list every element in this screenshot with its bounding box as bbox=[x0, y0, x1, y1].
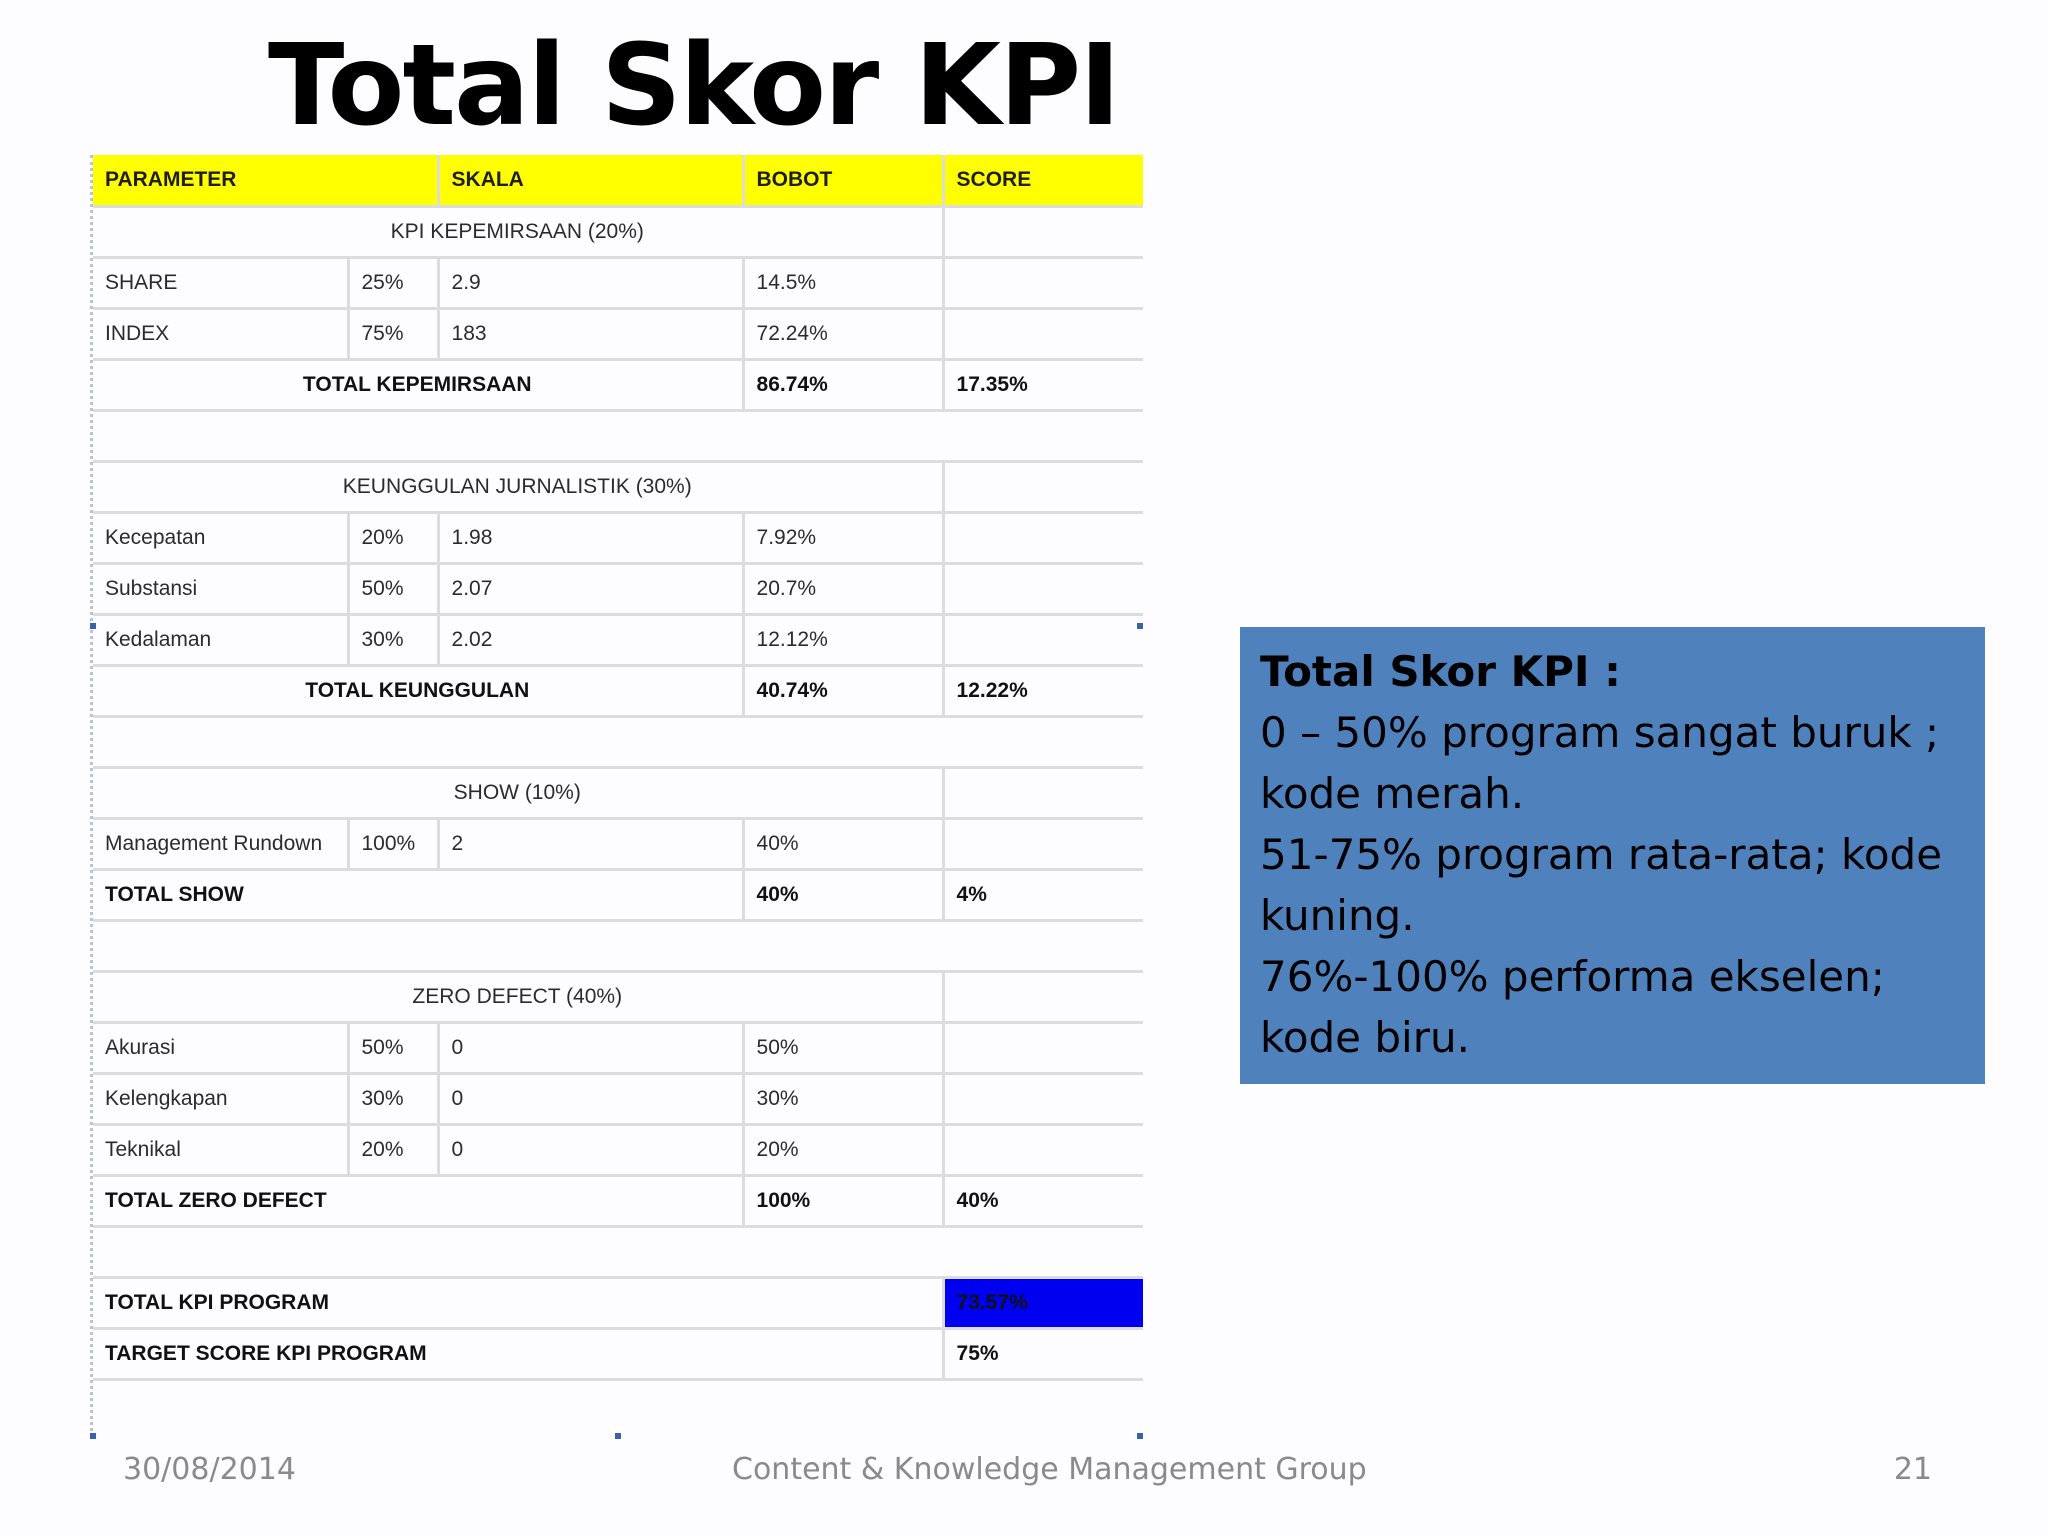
parameter-cell: Kedalaman bbox=[93, 614, 348, 665]
total-bobot: 100% bbox=[743, 1175, 943, 1226]
header-parameter: PARAMETER bbox=[93, 155, 438, 206]
table-row bbox=[93, 1124, 1143, 1175]
section-total-row bbox=[93, 869, 1143, 920]
selection-handle[interactable] bbox=[615, 1433, 621, 1439]
table-row bbox=[93, 512, 1143, 563]
weight-cell: 30% bbox=[348, 1073, 438, 1124]
score-cell bbox=[943, 512, 1143, 563]
parameter-cell: Akurasi bbox=[93, 1022, 348, 1073]
score-cell bbox=[943, 461, 1143, 512]
weight-cell: 50% bbox=[348, 1022, 438, 1073]
total-score: 17.35% bbox=[943, 359, 1143, 410]
section-total-row bbox=[93, 665, 1143, 716]
parameter-cell: Substansi bbox=[93, 563, 348, 614]
total-score: 40% bbox=[943, 1175, 1143, 1226]
selection-handle[interactable] bbox=[1137, 1433, 1143, 1439]
scale-cell: 2.02 bbox=[438, 614, 743, 665]
weight-cell: 25% bbox=[348, 257, 438, 308]
total-label: TOTAL SHOW bbox=[93, 869, 743, 920]
target-score: 75% bbox=[943, 1328, 1143, 1379]
section-header-row bbox=[93, 767, 1143, 818]
score-cell bbox=[943, 1022, 1143, 1073]
total-score: 12.22% bbox=[943, 665, 1143, 716]
slide-title: Total Skor KPI bbox=[268, 21, 1119, 151]
section-header-row bbox=[93, 461, 1143, 512]
total-kpi-row bbox=[93, 1277, 1143, 1328]
scale-cell: 0 bbox=[438, 1022, 743, 1073]
weight-cell: 20% bbox=[348, 512, 438, 563]
section-title: ZERO DEFECT (40%) bbox=[93, 971, 943, 1022]
score-cell bbox=[943, 257, 1143, 308]
bobot-cell: 12.12% bbox=[743, 614, 943, 665]
kpi-table bbox=[93, 155, 1143, 1381]
score-cell bbox=[943, 614, 1143, 665]
section-total-row bbox=[93, 1175, 1143, 1226]
scale-cell: 2.9 bbox=[438, 257, 743, 308]
weight-cell: 50% bbox=[348, 563, 438, 614]
spacer-cell bbox=[93, 410, 1143, 461]
weight-cell: 30% bbox=[348, 614, 438, 665]
spacer-cell bbox=[93, 716, 1143, 767]
total-bobot: 40.74% bbox=[743, 665, 943, 716]
total-kpi-score: 73.57% bbox=[943, 1277, 1143, 1328]
total-label: TOTAL KEPEMIRSAAN bbox=[93, 359, 743, 410]
legend-line: kode merah. bbox=[1260, 769, 1525, 818]
footer-org: Content & Knowledge Management Group bbox=[732, 1452, 1367, 1487]
scale-cell: 2.07 bbox=[438, 563, 743, 614]
legend-line: kuning. bbox=[1260, 891, 1415, 940]
score-cell bbox=[943, 818, 1143, 869]
scale-cell: 183 bbox=[438, 308, 743, 359]
kpi-table-container bbox=[90, 155, 1143, 1437]
section-header-row bbox=[93, 206, 1143, 257]
total-label: TOTAL KEUNGGULAN bbox=[93, 665, 743, 716]
parameter-cell: Kelengkapan bbox=[93, 1073, 348, 1124]
section-title: KPI KEPEMIRSAAN (20%) bbox=[93, 206, 943, 257]
header-score: SCORE bbox=[943, 155, 1143, 206]
bobot-cell: 30% bbox=[743, 1073, 943, 1124]
spacer-cell bbox=[93, 1226, 1143, 1277]
target-label: TARGET SCORE KPI PROGRAM bbox=[93, 1328, 943, 1379]
parameter-cell: Management Rundown bbox=[93, 818, 348, 869]
table-row bbox=[93, 1073, 1143, 1124]
selection-handle[interactable] bbox=[90, 1433, 96, 1439]
target-row bbox=[93, 1328, 1143, 1379]
legend-line: 0 – 50% program sangat buruk ; bbox=[1260, 708, 1940, 757]
score-cell bbox=[943, 1073, 1143, 1124]
legend-title: Total Skor KPI : bbox=[1260, 647, 1621, 696]
bobot-cell: 7.92% bbox=[743, 512, 943, 563]
score-cell bbox=[943, 206, 1143, 257]
table-row bbox=[93, 308, 1143, 359]
score-cell bbox=[943, 308, 1143, 359]
selection-handle[interactable] bbox=[90, 623, 96, 629]
spacer-row bbox=[93, 716, 1143, 767]
scale-cell: 2 bbox=[438, 818, 743, 869]
table-row bbox=[93, 257, 1143, 308]
kpi-legend-box bbox=[1240, 627, 1985, 1084]
score-cell bbox=[943, 971, 1143, 1022]
section-header-row bbox=[93, 971, 1143, 1022]
parameter-cell: SHARE bbox=[93, 257, 348, 308]
table-row bbox=[93, 563, 1143, 614]
score-cell bbox=[943, 767, 1143, 818]
bobot-cell: 20% bbox=[743, 1124, 943, 1175]
header-bobot: BOBOT bbox=[743, 155, 943, 206]
spacer-row bbox=[93, 920, 1143, 971]
section-title: KEUNGGULAN JURNALISTIK (30%) bbox=[93, 461, 943, 512]
score-cell bbox=[943, 563, 1143, 614]
table-header-row bbox=[93, 155, 1143, 206]
parameter-cell: Kecepatan bbox=[93, 512, 348, 563]
spacer-cell bbox=[93, 920, 1143, 971]
selection-handle[interactable] bbox=[1137, 623, 1143, 629]
scale-cell: 0 bbox=[438, 1124, 743, 1175]
total-score: 4% bbox=[943, 869, 1143, 920]
weight-cell: 20% bbox=[348, 1124, 438, 1175]
legend-line: 76%-100% performa ekselen; bbox=[1260, 952, 1885, 1001]
total-bobot: 86.74% bbox=[743, 359, 943, 410]
bobot-cell: 72.24% bbox=[743, 308, 943, 359]
bobot-cell: 14.5% bbox=[743, 257, 943, 308]
footer-date: 30/08/2014 bbox=[123, 1452, 296, 1487]
parameter-cell: Teknikal bbox=[93, 1124, 348, 1175]
total-kpi-label: TOTAL KPI PROGRAM bbox=[93, 1277, 943, 1328]
total-bobot: 40% bbox=[743, 869, 943, 920]
scale-cell: 0 bbox=[438, 1073, 743, 1124]
weight-cell: 100% bbox=[348, 818, 438, 869]
legend-line: 51-75% program rata-rata; kode bbox=[1260, 830, 1943, 879]
table-row bbox=[93, 1022, 1143, 1073]
table-row bbox=[93, 614, 1143, 665]
parameter-cell: INDEX bbox=[93, 308, 348, 359]
legend-line: kode biru. bbox=[1260, 1013, 1470, 1062]
total-label: TOTAL ZERO DEFECT bbox=[93, 1175, 743, 1226]
spacer-row bbox=[93, 410, 1143, 461]
weight-cell: 75% bbox=[348, 308, 438, 359]
spacer-row bbox=[93, 1226, 1143, 1277]
section-total-row bbox=[93, 359, 1143, 410]
header-skala: SKALA bbox=[438, 155, 743, 206]
bobot-cell: 20.7% bbox=[743, 563, 943, 614]
table-row bbox=[93, 818, 1143, 869]
bobot-cell: 40% bbox=[743, 818, 943, 869]
footer-page-number: 21 bbox=[1893, 1452, 1932, 1487]
bobot-cell: 50% bbox=[743, 1022, 943, 1073]
scale-cell: 1.98 bbox=[438, 512, 743, 563]
score-cell bbox=[943, 1124, 1143, 1175]
section-title: SHOW (10%) bbox=[93, 767, 943, 818]
